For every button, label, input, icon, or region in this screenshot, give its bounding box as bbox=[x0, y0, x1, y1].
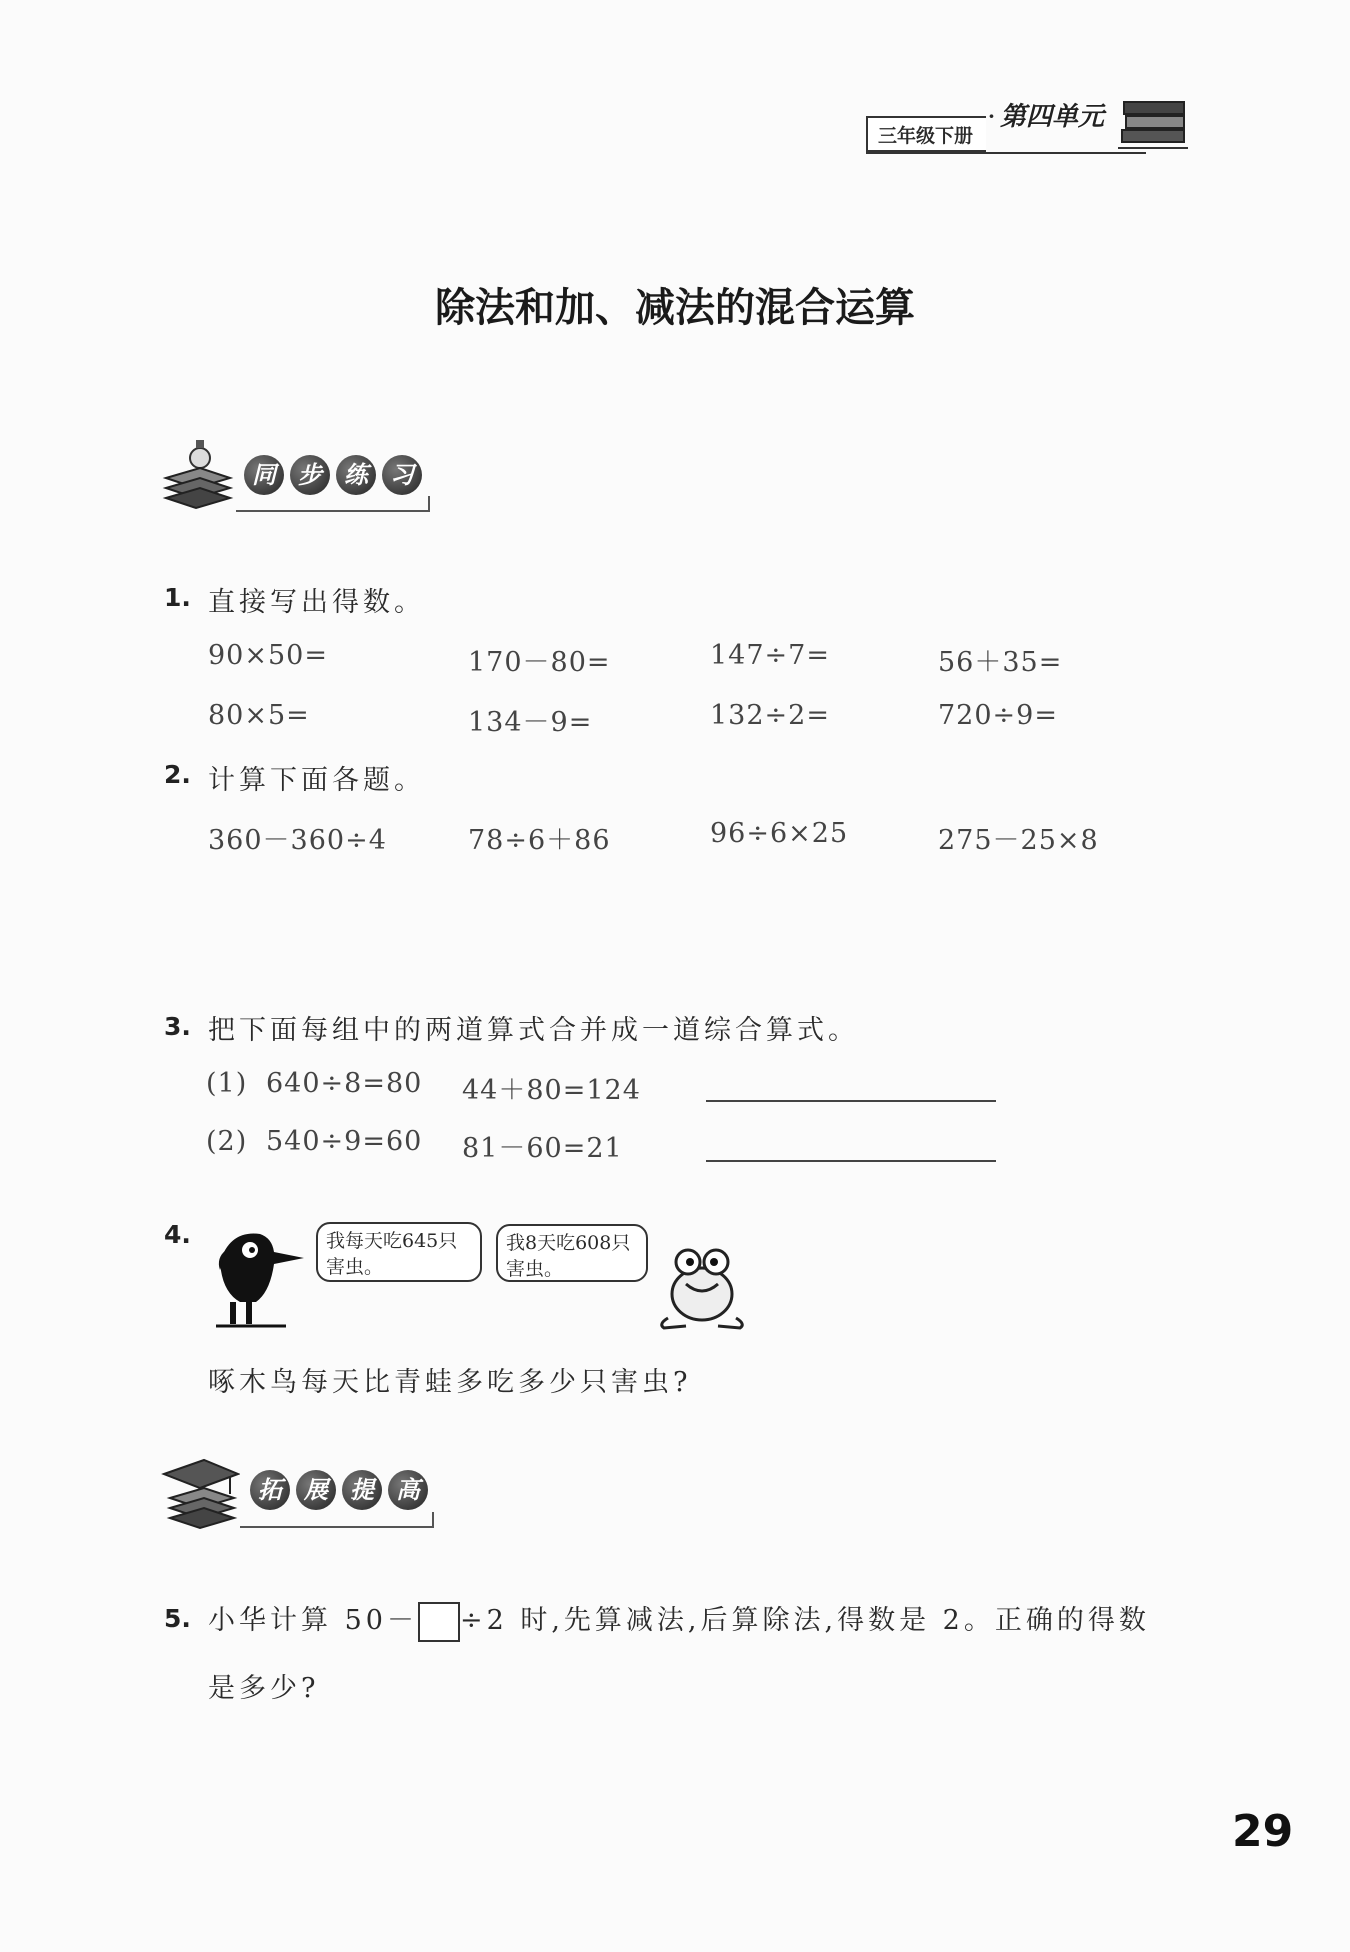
q1-expr: 132÷2= bbox=[710, 700, 830, 731]
section-practice-frame bbox=[236, 496, 430, 512]
section-practice-label bbox=[244, 455, 422, 495]
page-title: 除法和加、减法的混合运算 bbox=[435, 284, 915, 331]
section-extend-label bbox=[250, 1470, 428, 1510]
q3-expr: 81－60=21 bbox=[462, 1133, 623, 1164]
q3-answer-line[interactable] bbox=[706, 1100, 996, 1102]
section-extend-char: 拓 bbox=[250, 1470, 290, 1510]
section-practice-char: 练 bbox=[336, 455, 376, 495]
q4-number: 4. bbox=[164, 1220, 191, 1249]
q5-text-a: 小华计算 50－ bbox=[208, 1605, 418, 1636]
header-dot: · bbox=[988, 104, 995, 128]
q1-expr: 134－9= bbox=[468, 707, 593, 738]
header-book-stack-icon bbox=[1118, 90, 1190, 160]
section-practice-char: 同 bbox=[244, 455, 284, 495]
section-extend-char: 高 bbox=[388, 1470, 428, 1510]
q3-item-label: (2) bbox=[206, 1126, 248, 1157]
q2-number: 2. bbox=[164, 760, 191, 789]
q2-expr: 96÷6×25 bbox=[710, 818, 849, 849]
q3-number: 3. bbox=[164, 1012, 191, 1041]
bubble-line: 我8天吃608只 bbox=[506, 1232, 631, 1254]
q2-text: 计算下面各题。 bbox=[208, 765, 425, 796]
q5-text-line2: 是多少? bbox=[208, 1673, 320, 1704]
q5-text-line1 bbox=[208, 1598, 1150, 1642]
q3-answer-line[interactable] bbox=[706, 1160, 996, 1162]
section-practice-char: 步 bbox=[290, 455, 330, 495]
q1-expr: 170－80= bbox=[468, 647, 611, 678]
q3-expr: 44＋80=124 bbox=[462, 1075, 641, 1106]
practice-lamp-books-icon bbox=[160, 438, 236, 518]
q1-expr: 56＋35= bbox=[938, 647, 1063, 678]
q5-text-b: ÷2 时,先算减法,后算除法,得数是 2。正确的得数 bbox=[459, 1605, 1150, 1636]
header-grade: 三年级下册 bbox=[866, 116, 986, 152]
q3-item-label: (1) bbox=[206, 1068, 248, 1099]
header-rule bbox=[866, 152, 1146, 154]
q4-question: 啄木鸟每天比青蛙多吃多少只害虫? bbox=[208, 1367, 692, 1398]
frog-speech-bubble bbox=[496, 1224, 648, 1282]
q2-expr: 78÷6＋86 bbox=[468, 825, 611, 856]
q3-expr: 540÷9=60 bbox=[266, 1126, 423, 1157]
q1-expr: 90×50= bbox=[208, 640, 328, 671]
q1-expr: 720÷9= bbox=[938, 700, 1058, 731]
bubble-line: 我每天吃645只 bbox=[326, 1230, 458, 1252]
woodpecker-illustration bbox=[200, 1222, 310, 1338]
q3-text: 把下面每组中的两道算式合并成一道综合算式。 bbox=[208, 1015, 859, 1046]
page-number: 29 bbox=[1232, 1806, 1294, 1857]
bubble-line: 害虫。 bbox=[506, 1258, 564, 1280]
q5-answer-box[interactable] bbox=[418, 1602, 460, 1642]
q3-expr: 640÷8=80 bbox=[266, 1068, 423, 1099]
section-extend-char: 展 bbox=[296, 1470, 336, 1510]
bubble-line: 害虫。 bbox=[326, 1256, 384, 1278]
section-extend-frame bbox=[240, 1512, 434, 1528]
q1-expr: 80×5= bbox=[208, 700, 310, 731]
woodpecker-speech-bubble bbox=[316, 1222, 482, 1282]
q1-text: 直接写出得数。 bbox=[208, 587, 425, 618]
q1-number: 1. bbox=[164, 583, 191, 612]
q2-expr: 360－360÷4 bbox=[208, 825, 387, 856]
header-unit: 第四单元 bbox=[1000, 102, 1105, 132]
q2-expr: 275－25×8 bbox=[938, 825, 1099, 856]
q5-number: 5. bbox=[164, 1604, 191, 1633]
section-extend-char: 提 bbox=[342, 1470, 382, 1510]
section-practice-char: 习 bbox=[382, 455, 422, 495]
q1-expr: 147÷7= bbox=[710, 640, 830, 671]
extend-graduation-books-icon bbox=[160, 1454, 240, 1538]
frog-illustration bbox=[654, 1240, 750, 1336]
